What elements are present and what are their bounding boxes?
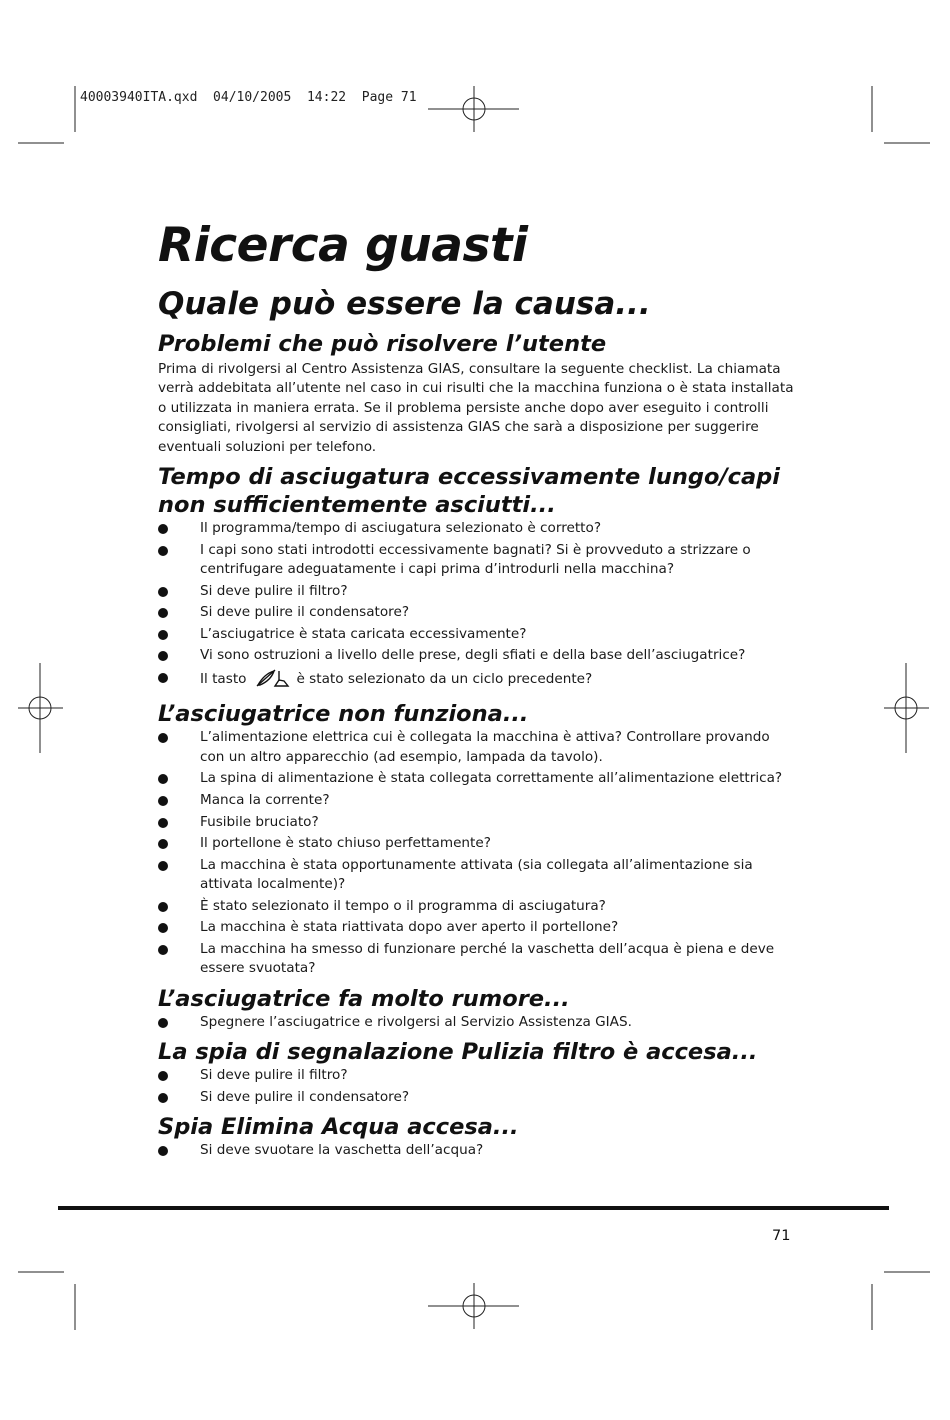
list-item: Il tasto è stato selezionato da un ciclo precedente? [158, 668, 798, 694]
bullet-icon [158, 1146, 168, 1156]
checklist [158, 1066, 798, 1107]
list-item: Fusibile bruciato? [158, 813, 798, 832]
registration-mark-left [18, 663, 63, 753]
checklist [158, 1141, 798, 1160]
section-heading: L’asciugatrice non funziona... [158, 701, 529, 728]
bullet-icon [158, 1093, 168, 1103]
list-item: Manca la corrente? [158, 791, 798, 810]
section-heading: Spia Elimina Acqua accesa... [158, 1114, 519, 1141]
section-heading: Tempo di asciugatura eccessivamente lungo/capi non sufficientemente asciutti... [158, 464, 781, 519]
list-item: Si deve pulire il condensatore? [158, 1088, 798, 1107]
bullet-icon [158, 923, 168, 933]
list-item: Il portellone è stato chiuso perfettamente? [158, 834, 798, 853]
footer-rule [58, 1206, 889, 1210]
list-item: Si deve pulire il condensatore? [158, 603, 798, 622]
page-subtitle: Quale può essere la causa... [158, 286, 651, 322]
bullet-icon [158, 651, 168, 661]
list-item: Si deve pulire il filtro? [158, 582, 798, 601]
bullet-icon [158, 1018, 168, 1028]
list-item: Vi sono ostruzioni a livello delle prese, degli sfiati e della base dell’asciugatrice? [158, 646, 798, 665]
page-content [158, 218, 798, 1163]
page-title: Ricerca guasti [158, 218, 528, 273]
bullet-icon [158, 1071, 168, 1081]
list-item: La macchina è stata riattivata dopo aver aperto il portellone? [158, 918, 798, 937]
checklist [158, 728, 798, 978]
list-item: Il programma/tempo di asciugatura selezionato è corretto? [158, 519, 798, 538]
section-heading: La spia di segnalazione Pulizia filtro è accesa... [158, 1039, 758, 1066]
list-item: I capi sono stati introdotti eccessivamente bagnati? Si è provveduto a strizzare o centrifugare adeguatamente i capi prima d’introdurli nella macchina? [158, 541, 798, 580]
bullet-icon [158, 608, 168, 618]
registration-mark-right [884, 663, 929, 753]
bullet-icon [158, 945, 168, 955]
list-item: La macchina ha smesso di funzionare perché la vaschetta dell’acqua è piena e deve essere svuotata? [158, 940, 798, 979]
section-heading: L’asciugatrice fa molto rumore... [158, 985, 570, 1012]
list-item: L’alimentazione elettrica cui è collegata la macchina è attiva? Controllare provando con un altro apparecchio (ad esempio, lampada da tavolo). [158, 728, 798, 767]
bullet-icon [158, 673, 168, 683]
intro-paragraph: Prima di rivolgersi al Centro Assistenza GIAS, consultare la seguente checklist. La chiamata verrà addebitata all’utente nel caso in cui risulti che la macchina funziona o è stata installata o utilizzata in maniera errata. Se il problema persiste anche dopo aver eseguito i controlli consigliati, rivolgersi al servizio di assistenza GIAS che sarà a disposizione per suggerire eventuali soluzioni per telefono. [158, 361, 794, 455]
bullet-icon [158, 630, 168, 640]
bullet-icon [158, 733, 168, 743]
list-item: Si deve pulire il filtro? [158, 1066, 798, 1085]
list-item: La macchina è stata opportunamente attivata (sia collegata all’alimentazione sia attivata localmente)? [158, 856, 798, 895]
bullet-icon [158, 524, 168, 534]
list-item: La spina di alimentazione è stata collegata correttamente all’alimentazione elettrica? [158, 769, 798, 788]
checklist [158, 519, 798, 694]
registration-mark-top [428, 86, 519, 132]
checklist [158, 1013, 798, 1032]
bullet-icon [158, 818, 168, 828]
list-item: È stato selezionato il tempo o il programma di asciugatura? [158, 897, 798, 916]
bullet-icon [158, 587, 168, 597]
section-heading-user-problems: Problemi che può risolvere l’utente [158, 331, 607, 357]
list-item: L’asciugatrice è stata caricata eccessivamente? [158, 625, 798, 644]
bullet-icon [158, 796, 168, 806]
bullet-icon [158, 839, 168, 849]
bullet-icon [158, 902, 168, 912]
iron-off-key-icon [255, 668, 291, 694]
list-item: Spegnere l’asciugatrice e rivolgersi al Servizio Assistenza GIAS. [158, 1013, 798, 1032]
page-number: 71 [772, 1228, 791, 1244]
printer-slug: 40003940ITA.qxd 04/10/2005 14:22 Page 71 [80, 90, 417, 105]
bullet-icon [158, 861, 168, 871]
registration-mark-bottom [428, 1283, 519, 1329]
bullet-icon [158, 546, 168, 556]
list-item: Si deve svuotare la vaschetta dell’acqua? [158, 1141, 798, 1160]
bullet-icon [158, 774, 168, 784]
